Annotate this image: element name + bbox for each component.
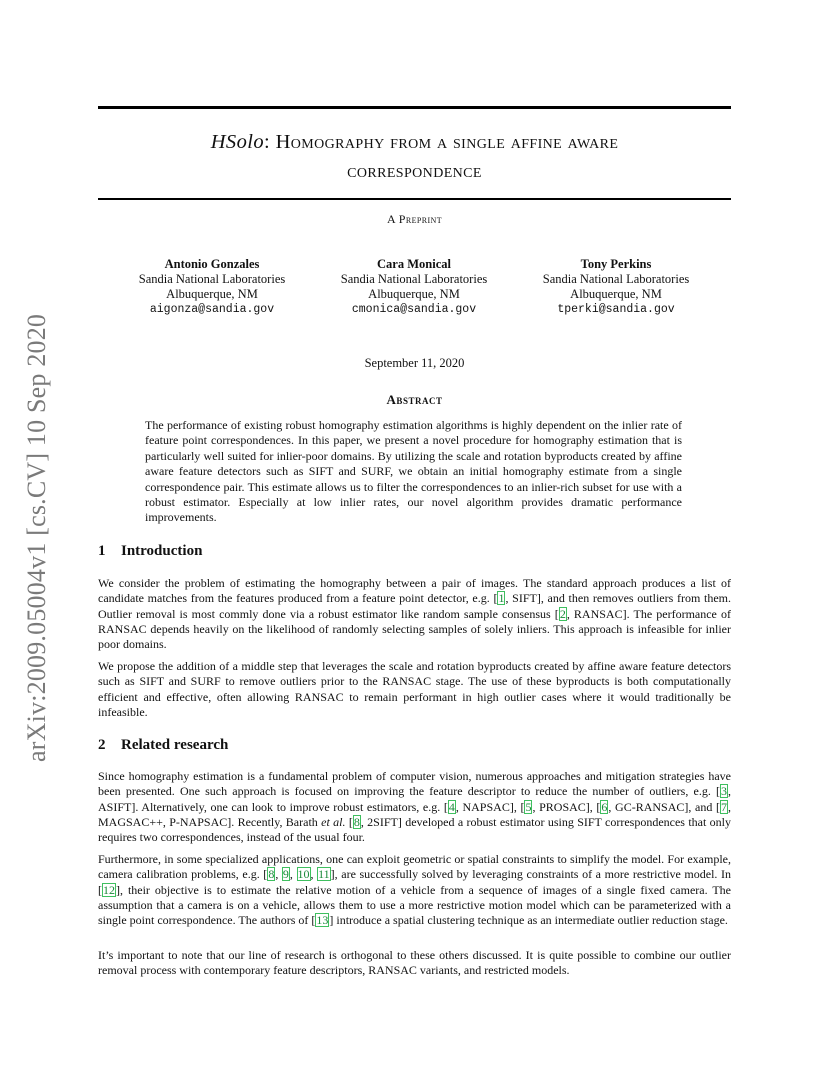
text-run: ,: [289, 867, 297, 882]
author-location: Albuquerque, NM: [570, 287, 662, 301]
section-title: Related research: [121, 737, 229, 753]
author-affiliation: Sandia National Laboratories: [542, 272, 690, 286]
title-line2: correspondence: [347, 160, 482, 182]
arxiv-sidebar-stamp: arXiv:2009.05004v1 [cs.CV] 10 Sep 2020: [22, 313, 51, 762]
citation-link[interactable]: 9: [282, 867, 289, 882]
author-location: Albuquerque, NM: [166, 287, 258, 301]
text-run: , RANSAC]. The performance of RANSAC depends heavily on the likelihood of randomly selecting samples of solely inliers. This approach is infeasible for inlier poor domains.: [98, 606, 731, 652]
citation-link[interactable]: 11: [318, 867, 330, 882]
text-run: ,: [275, 867, 282, 882]
citation-link[interactable]: 12: [103, 882, 115, 897]
citation-link[interactable]: 1: [498, 591, 505, 606]
text-run: ], their objective is to estimate the relative motion of a vehicle from a sequence of images of a single fixed camera. The assumption that a camera is on a vehicle, allows them to use a more restrictive motion model which can be parameterized with a single point correspondence. The authors of [: [98, 882, 731, 928]
related-paragraph-3: It’s important to note that our line of research is orthogonal to these others discussed. It is quite possible to combine our outlier removal process with contemporary feature descriptors, RANSAC variants, and restricted models.: [98, 948, 731, 978]
author-name: Tony Perkins: [580, 257, 652, 271]
citation-link[interactable]: 13: [316, 913, 329, 928]
text-run: , SIFT], and then removes outliers from them. Outlier removal is most commly done via a robust estimator like random sample consensus [: [98, 591, 731, 621]
citation-link[interactable]: 6: [601, 799, 608, 814]
citation-link[interactable]: 4: [448, 799, 455, 814]
text-run: , 2SIFT] developed a robust estimator using SIFT correspondences that only requires two correspondences, instead of the usual four.: [98, 814, 731, 845]
section-title: Introduction: [121, 543, 203, 559]
author-affiliation: Sandia National Laboratories: [138, 272, 286, 286]
paper-date: September 11, 2020: [364, 356, 465, 370]
text-run: , GC-RANSAC], and [: [608, 799, 720, 814]
citation-link[interactable]: 8: [353, 814, 360, 829]
section-number: 2: [98, 737, 106, 753]
author-name: Cara Monical: [377, 257, 451, 271]
title-line1-rest: : Homography from a single affine aware: [263, 131, 619, 153]
author-location: Albuquerque, NM: [368, 287, 460, 301]
preprint-label: A Preprint: [386, 212, 442, 226]
related-paragraph-1: [98, 769, 731, 845]
author-affiliation: Sandia National Laboratories: [340, 272, 488, 286]
citation-link[interactable]: 7: [721, 799, 727, 814]
author-email[interactable]: tperki@sandia.gov: [557, 303, 675, 316]
text-run: ,: [310, 867, 318, 882]
abstract-text: The performance of existing robust homography estimation algorithms is highly dependent on the inlier rate of feature point correspondences. In this paper, we present a novel procedure for homography estimation that is particularly well suited for inlier-poor domains. By utilizing the scale and rotation byproducts created by affine aware feature detectors such as SIFT and SURF, we obtain an initial homography estimate from a single correspondence pair. This estimate allows us to filter the correspondences to an inlier-rich subset for use with a robust estimator. Especially at low inlier rates, our novel algorithm provides dramatic performance improvements.: [145, 418, 682, 525]
text-run: [: [345, 814, 353, 829]
intro-paragraph-2: We propose the addition of a middle step that leverages the scale and rotation byproducts created by affine aware feature detectors such as SIFT and SURF to remove outliers prior to the RANSAC stage. The use of these byproducts is both computationally efficient and effective, often allowing RANSAC to remain performant in high outlier cases where it would traditionally be infeasible.: [98, 659, 731, 719]
intro-paragraph-1: [98, 576, 731, 652]
text-run: , NAPSAC], [: [455, 799, 525, 814]
author-email[interactable]: aigonza@sandia.gov: [149, 303, 275, 316]
abstract-heading: Abstract: [386, 392, 443, 407]
author-email[interactable]: cmonica@sandia.gov: [351, 303, 477, 316]
text-run: ] introduce a spatial clustering technique as an intermediate outlier reduction stage.: [329, 913, 728, 928]
author-block: [102, 257, 322, 317]
citation-link[interactable]: 2: [559, 606, 566, 621]
title-bottom-rule: [98, 198, 731, 200]
author-block: [506, 257, 726, 317]
section-heading-related-research: [98, 737, 228, 754]
text-run: , PROSAC], [: [532, 799, 601, 814]
text-run: Since homography estimation is a fundamental problem of computer vision, numerous approaches and mitigation strategies have been presented. One such approach is focused on improving the feature descriptor to reduce the number of outliers, e.g. [: [98, 769, 731, 799]
text-run: Furthermore, in some specialized applications, one can exploit geometric or spatial constraints to simplify the model. For example, camera calibration problems, e.g. [: [98, 852, 731, 882]
author-block: [304, 257, 524, 317]
text-run: ], are successfully solved by leveraging constraints of a more restrictive model. In [: [98, 867, 731, 897]
citation-link[interactable]: 3: [721, 784, 727, 799]
text-run: , MAGSAC++, P-NAPSAC]. Recently, Barath: [98, 799, 731, 829]
section-heading-introduction: [98, 543, 202, 560]
section-number: 1: [98, 543, 106, 559]
citation-link[interactable]: 5: [525, 799, 532, 814]
related-paragraph-2: [98, 852, 731, 928]
citation-link[interactable]: 10: [297, 867, 310, 882]
paper-title: [98, 128, 731, 186]
text-run: We consider the problem of estimating the homography between a pair of images. The standard approach produces a list of candidate matches from the features produced from a feature point detector, e.g. [: [98, 576, 731, 606]
title-italic-part: HSolo: [210, 131, 264, 153]
citation-link[interactable]: 8: [268, 867, 275, 882]
author-name: Antonio Gonzales: [164, 257, 260, 271]
text-run-italic: et al.: [321, 814, 346, 829]
text-run: , ASIFT]. Alternatively, one can look to improve robust estimators, e.g. [: [98, 784, 731, 814]
title-top-rule: [98, 106, 731, 109]
